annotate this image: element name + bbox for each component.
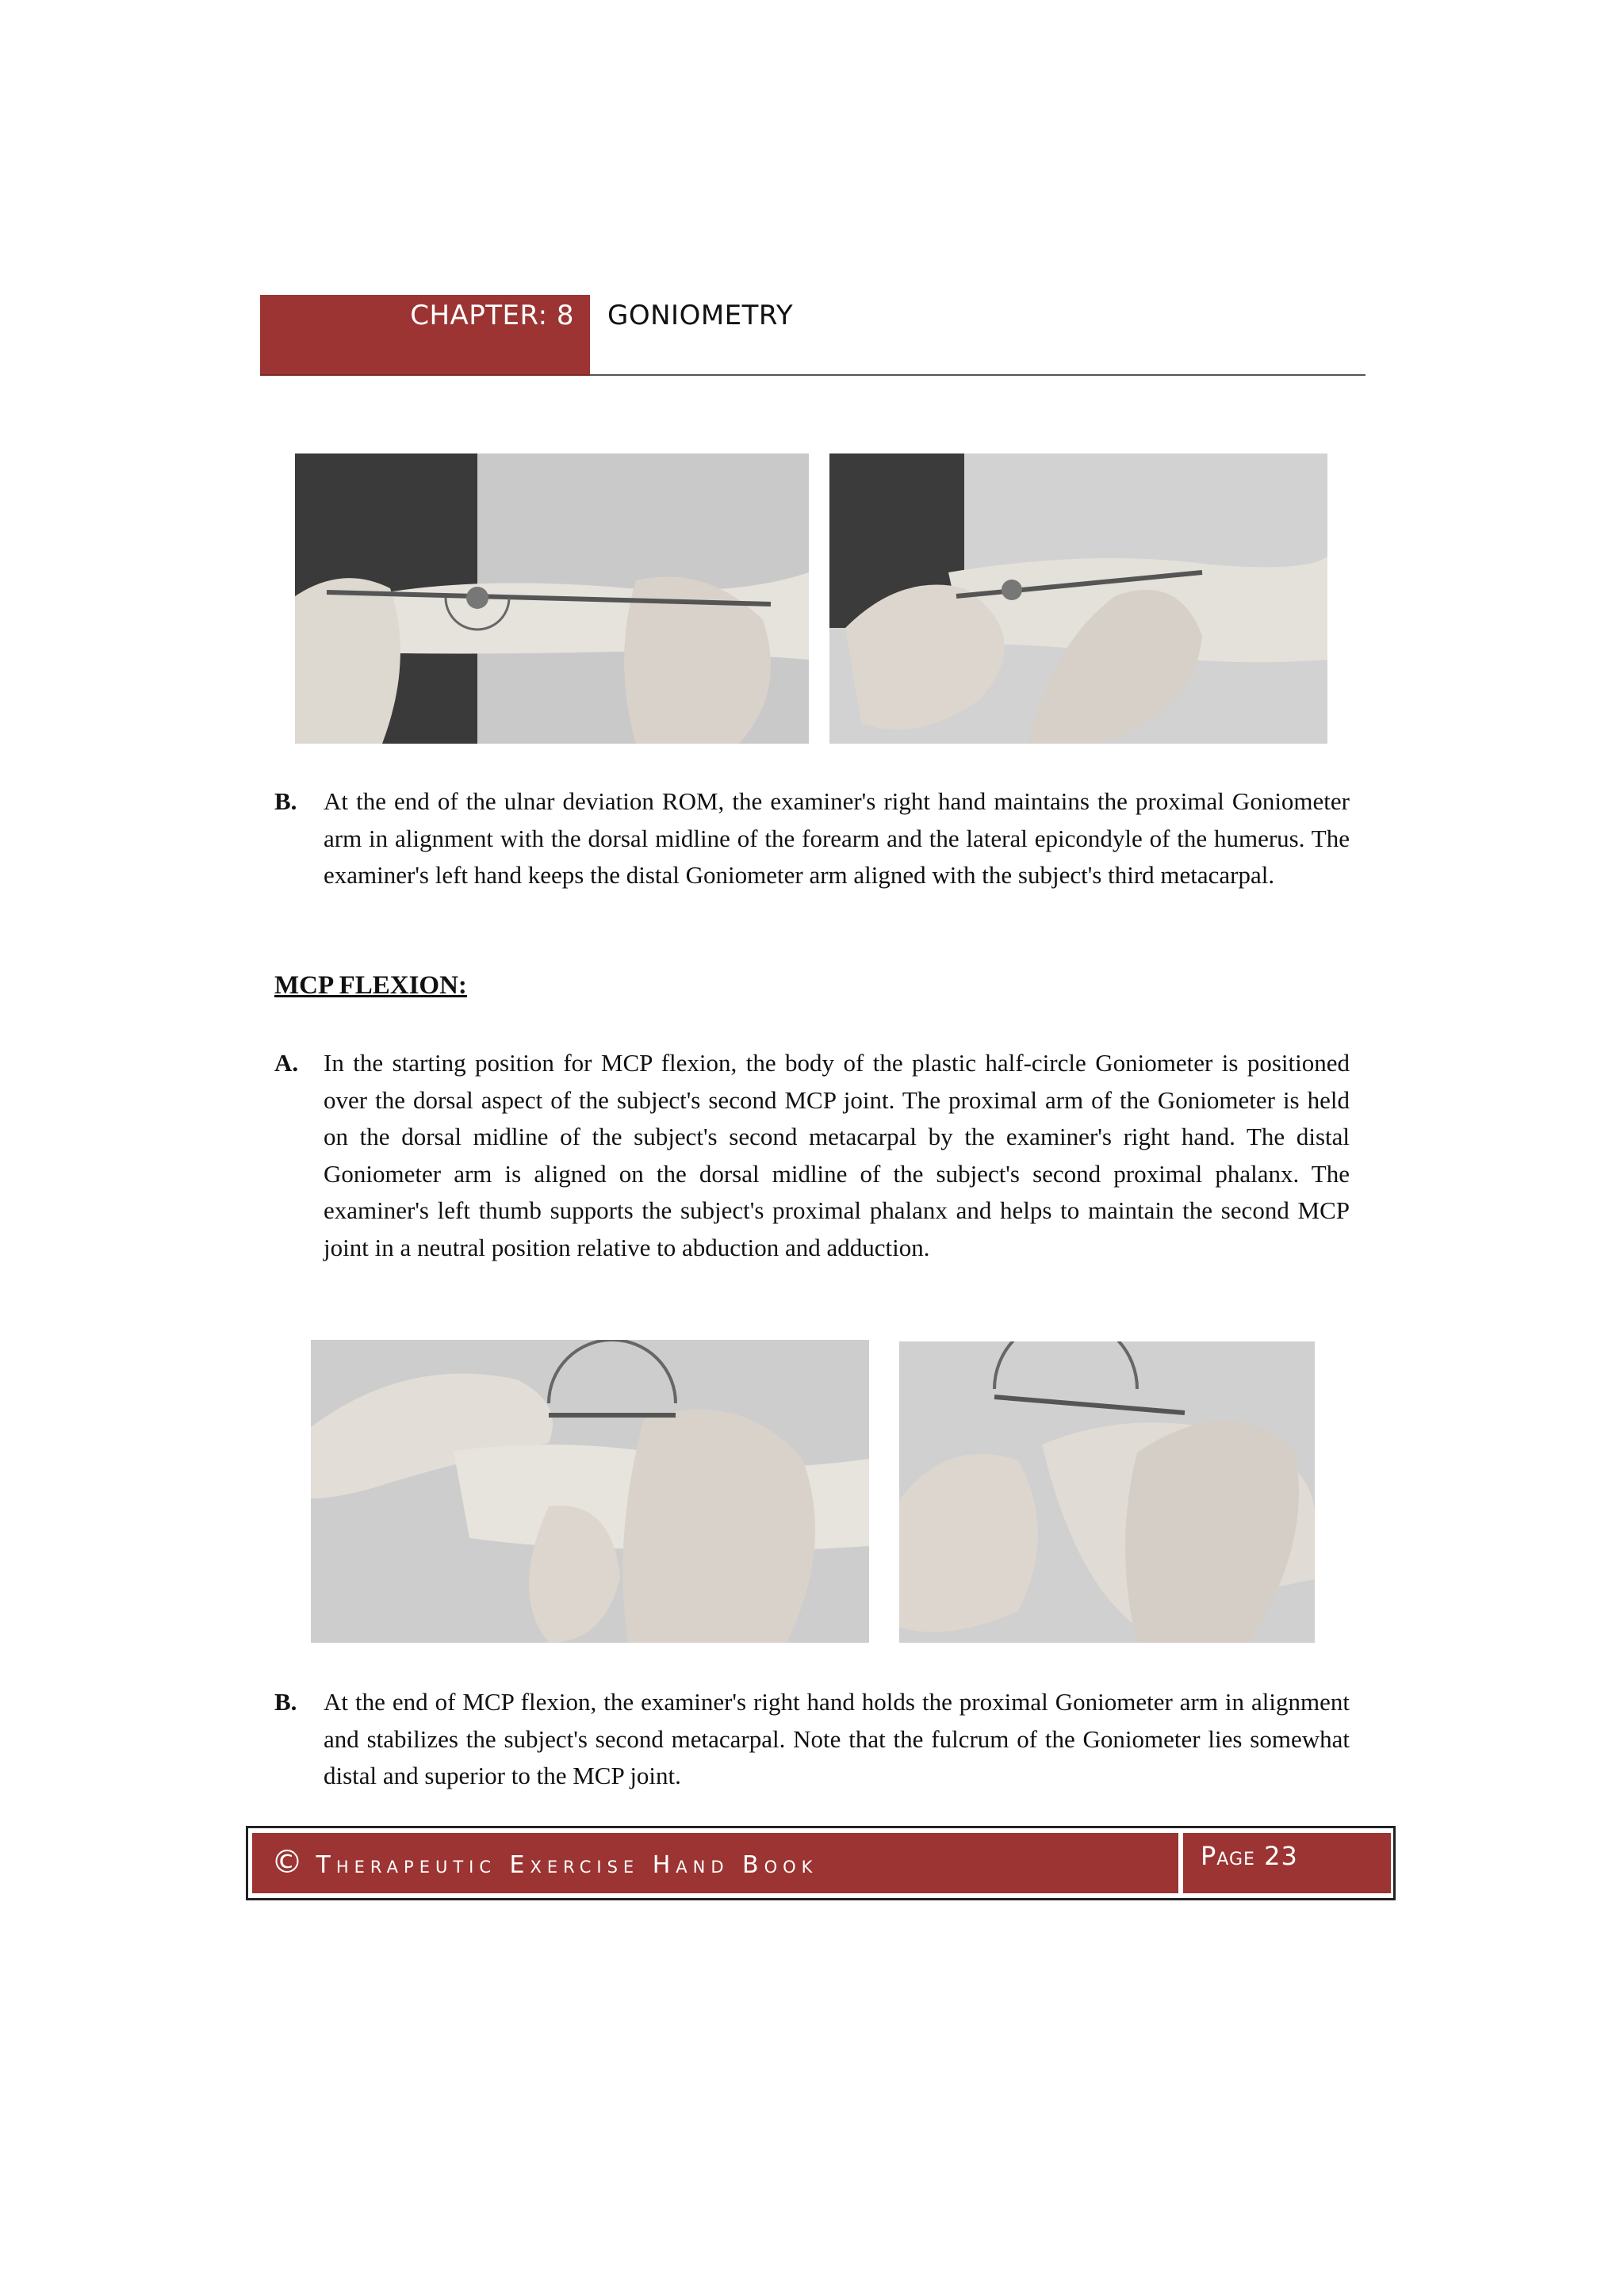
section-heading: MCP FLEXION: <box>274 971 467 1000</box>
mcp-flexion-end-text: At the end of MCP flexion, the examiner's right hand holds the proximal Goniometer arm in alignment and stabilizes the subject's second metacarpal. Note that the fulcrum of the Goniometer lies somewhat distal and superior to the MCP joint. <box>324 1688 1350 1789</box>
item-marker: A. <box>274 1049 299 1077</box>
mcp-flexion-start-text: In the starting position for MCP flexion, the body of the plastic half-circle Goniometer is positioned over the dorsal aspect of the subject's second MCP joint. The proximal arm of the Goniometer is held on the dorsal midline of the subject's second metacarpal by the examiner's right hand. The distal Goniometer arm is aligned on the dorsal midline of the subject's second proximal phalanx. The examiner's left thumb supports the subject's proximal phalanx and helps to maintain the second MCP joint in a neutral position relative to abduction and adduction. <box>324 1049 1350 1261</box>
book-title: Therapeutic Exercise Hand Book <box>316 1851 818 1879</box>
header-rule-accent <box>260 374 590 376</box>
ulnar-deviation-end-photo <box>829 453 1327 744</box>
chapter-title: GONIOMETRY <box>607 300 794 331</box>
header-rule <box>590 374 1365 376</box>
copyright-icon: © <box>271 1844 303 1881</box>
item-marker: B. <box>274 1688 297 1716</box>
ulnar-deviation-end-text: At the end of the ulnar deviation ROM, the examiner's right hand maintains the proximal Goniometer arm in alignment with the dorsal midline of the forearm and the lateral epicondyle of the humerus. The examiner's left hand keeps the distal Goniometer arm aligned with the subject's third metacarpal. <box>324 787 1350 889</box>
chapter-label: CHAPTER: 8 <box>410 300 574 331</box>
page-number: Page 23 <box>1201 1841 1298 1871</box>
ulnar-deviation-start-photo <box>295 453 809 744</box>
item-marker: B. <box>274 787 297 815</box>
mcp-flexion-start-photo <box>311 1340 869 1643</box>
mcp-flexion-end-photo <box>899 1341 1315 1643</box>
footer-book-title <box>271 1844 818 1881</box>
